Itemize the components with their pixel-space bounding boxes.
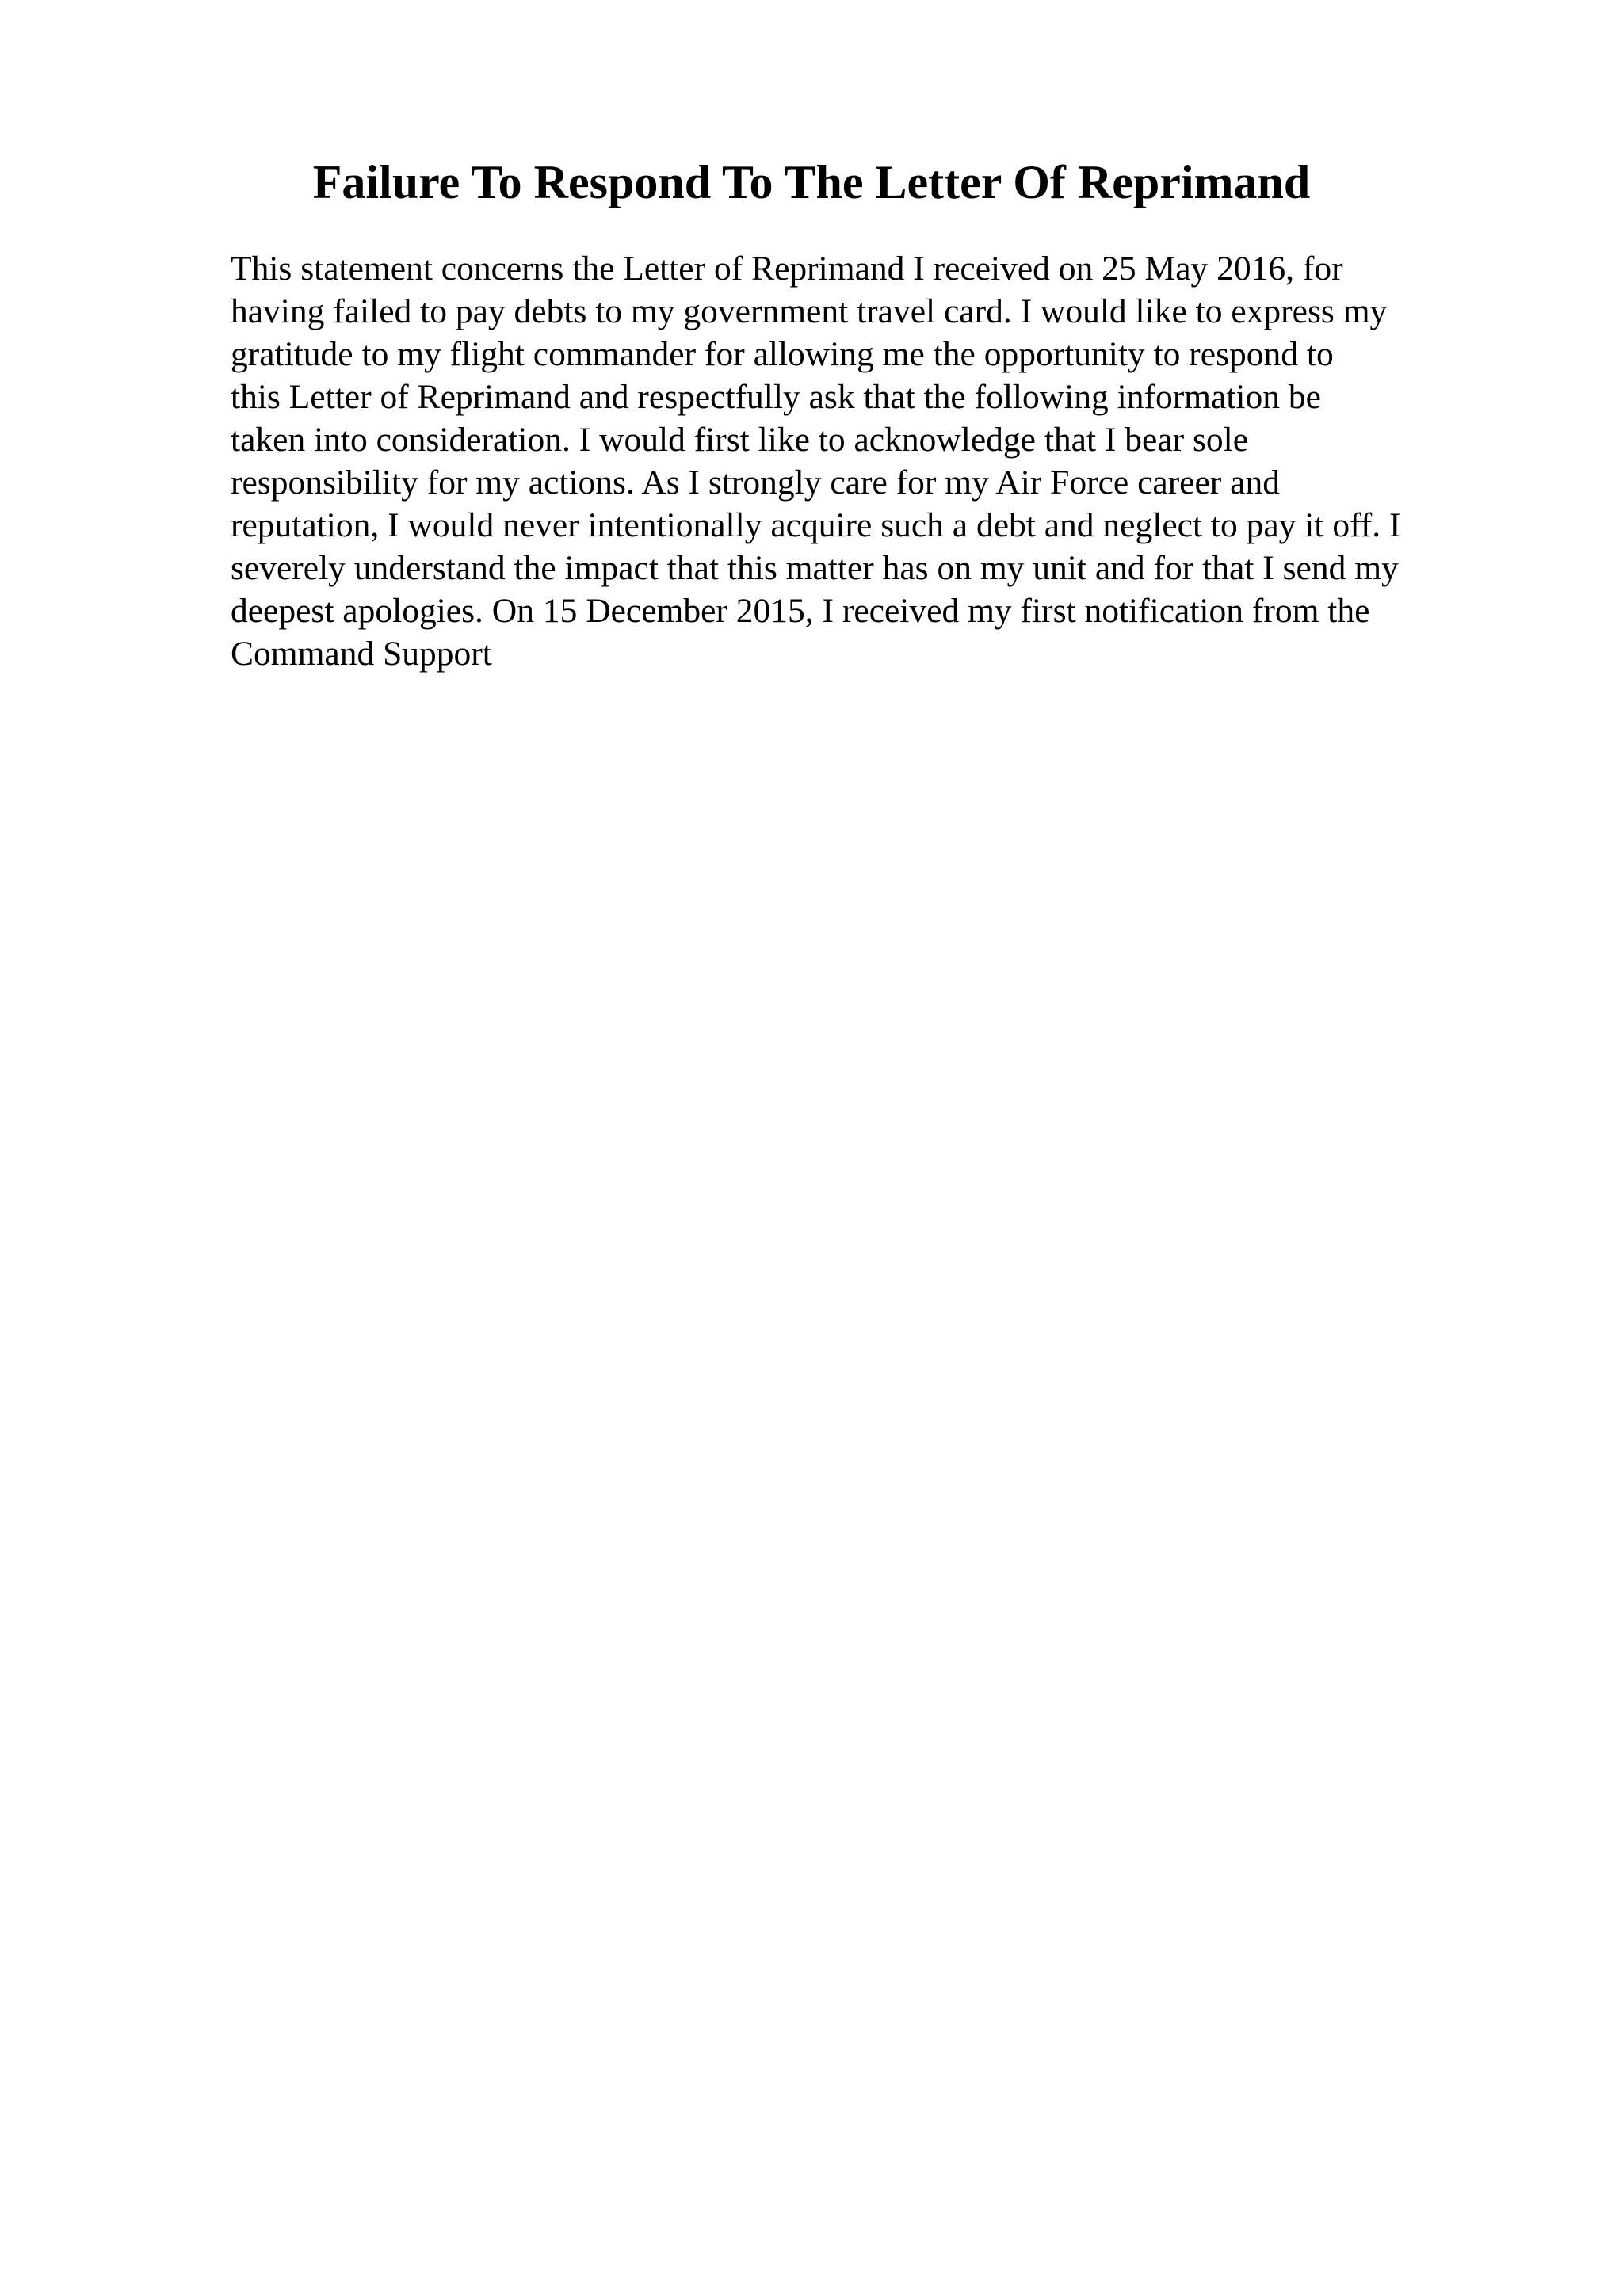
body-line: responsibility for my actions. As I strongly care for my Air Force career and xyxy=(231,463,1280,502)
body-line: taken into consideration. I would first like to acknowledge that I bear sole xyxy=(231,421,1249,459)
body-line: This statement concerns the Letter of Reprimand I received on 25 May 2016, for xyxy=(231,250,1343,288)
body-line: this Letter of Reprimand and respectfully ask that the following information be xyxy=(231,378,1321,416)
document-title: Failure To Respond To The Letter Of Reprimand xyxy=(312,156,1311,208)
body-line: gratitude to my flight commander for allowing me the opportunity to respond to xyxy=(231,335,1334,373)
body-line: reputation, I would never intentionally acquire such a debt and neglect to pay it off. I xyxy=(231,506,1401,544)
body-line: having failed to pay debts to my government travel card. I would like to express my xyxy=(231,292,1388,330)
body-line: severely understand the impact that this matter has on my unit and for that I send my xyxy=(231,549,1399,587)
body-line: Command Support xyxy=(231,635,492,673)
body-line: deepest apologies. On 15 December 2015, I received my first notification from the xyxy=(231,592,1370,630)
document-body xyxy=(231,247,1514,675)
